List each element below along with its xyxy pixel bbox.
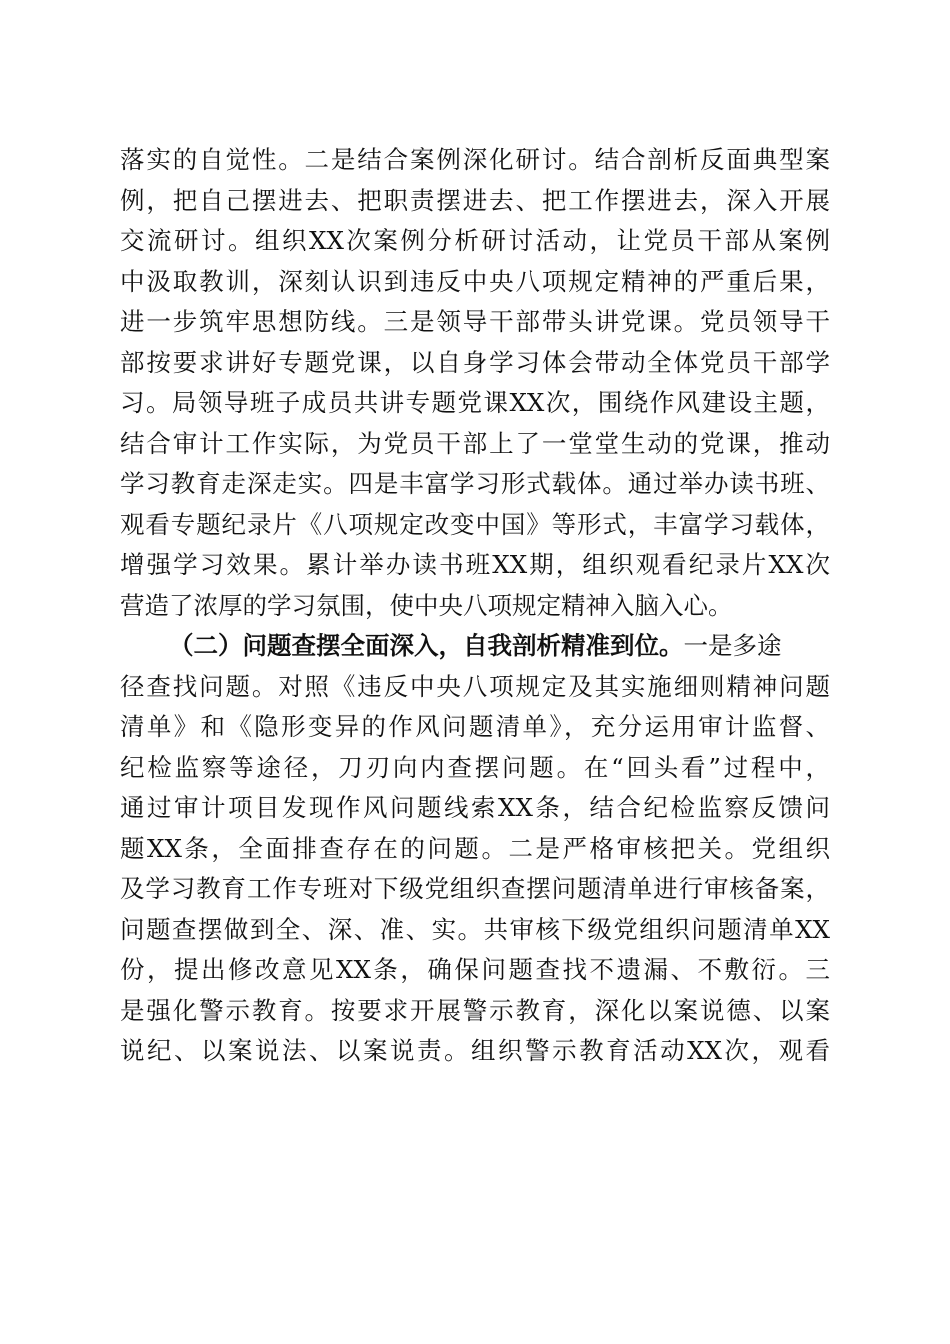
text-line: 例，把自己摆进去、把职责摆进去、把工作摆进去，深入开展 bbox=[120, 185, 830, 215]
text-line: 份，提出修改意见XX条，确保问题查找不遗漏、不敷衍。三 bbox=[120, 955, 830, 984]
text-line: 及学习教育工作专班对下级党组织查摆问题清单进行审核备案， bbox=[120, 874, 830, 903]
text-line: 通过审计项目发现作风问题线索XX条，结合纪检监察反馈问 bbox=[120, 793, 830, 822]
section-heading: （二）问题查摆全面深入，自我剖析精准到位。 bbox=[169, 631, 684, 660]
text-line: 观看专题纪录片《八项规定改变中国》等形式，丰富学习载体， bbox=[120, 509, 830, 539]
text-line: 问题查摆做到全、深、准、实。共审核下级党组织问题清单XX bbox=[120, 914, 830, 944]
text-line: 习。局领导班子成员共讲专题党课XX次，围绕作风建设主题， bbox=[120, 388, 830, 417]
text-line: 结合审计工作实际，为党员干部上了一堂堂生动的党课，推动 bbox=[120, 428, 830, 458]
paragraph-2 bbox=[120, 626, 830, 1072]
body-text bbox=[120, 140, 830, 1072]
text-line: 是强化警示教育。按要求开展警示教育，深化以案说德、以案 bbox=[120, 995, 830, 1025]
text-line-start: 一是多途 bbox=[683, 631, 782, 660]
text-line: 部按要求讲好专题党课，以自身学习体会带动全体党员干部学 bbox=[120, 347, 830, 377]
text-line-last: 营造了浓厚的学习氛围，使中央八项规定精神入脑入心。 bbox=[120, 590, 733, 620]
text-line: 中汲取教训，深刻认识到违反中央八项规定精神的严重后果， bbox=[120, 266, 830, 296]
text-line: 说纪、以案说法、以案说责。组织警示教育活动XX次，观看 bbox=[120, 1036, 830, 1065]
text-line: 学习教育走深走实。四是丰富学习形式载体。通过举办读书班、 bbox=[120, 469, 830, 498]
text-line: 径查找问题。对照《违反中央八项规定及其实施细则精神问题 bbox=[120, 671, 830, 701]
text-line: 进一步筑牢思想防线。三是领导干部带头讲党课。党员领导干 bbox=[120, 307, 830, 336]
text-line: 题XX条，全面排查存在的问题。二是严格审核把关。党组织 bbox=[120, 833, 830, 863]
text-line: 纪检监察等途径，刀刃向内查摆问题。在“回头看”过程中， bbox=[120, 752, 830, 782]
text-line: 增强学习效果。累计举办读书班XX期，组织观看纪录片XX次 bbox=[120, 550, 830, 579]
text-line: 清单》和《隐形变异的作风问题清单》，充分运用审计监督、 bbox=[120, 712, 830, 741]
section-heading-line bbox=[120, 626, 830, 667]
text-line: 交流研讨。组织XX次案例分析研讨活动，让党员干部从案例 bbox=[120, 226, 830, 255]
text-line: 落实的自觉性。二是结合案例深化研讨。结合剖析反面典型案 bbox=[120, 145, 830, 174]
paragraph-1 bbox=[120, 140, 830, 626]
